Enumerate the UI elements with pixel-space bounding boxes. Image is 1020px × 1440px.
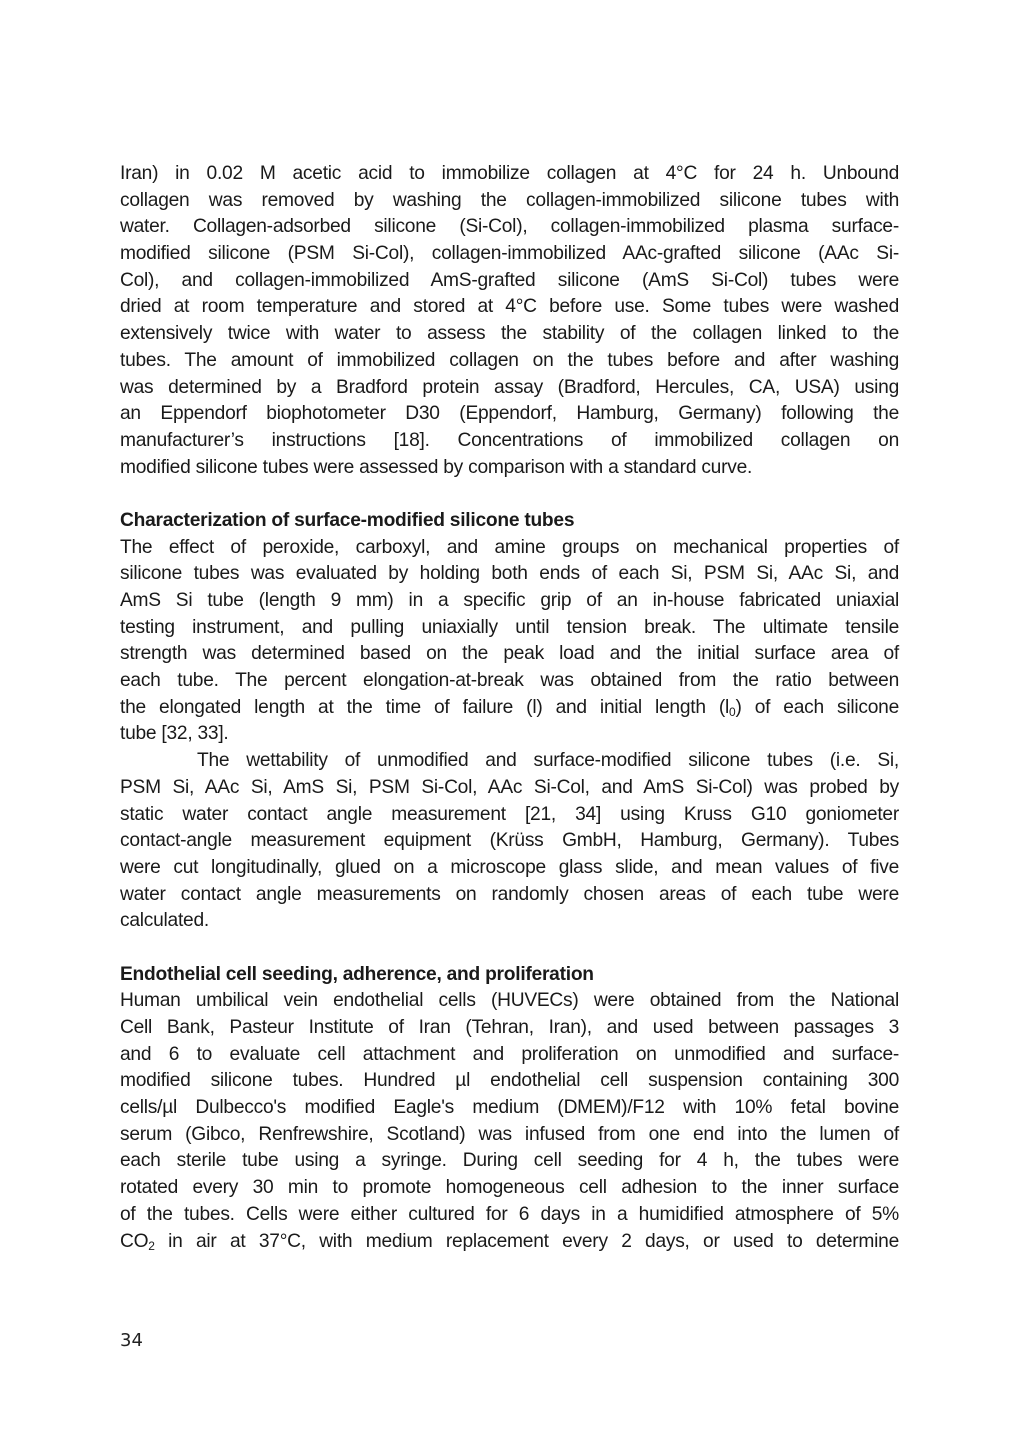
text-line: was determined by a Bradford protein assay (Bradford, Hercules, CA, USA) using bbox=[120, 376, 899, 398]
text-line: tube [32, 33]. bbox=[120, 723, 229, 745]
text-line: and 6 to evaluate cell attachment and proliferation on unmodified and surface- bbox=[120, 1043, 899, 1065]
text-line: cells/µl Dulbecco's modified Eagle's medium (DMEM)/F12 with 10% fetal bovine bbox=[120, 1097, 899, 1119]
text-line: extensively twice with water to assess the stability of the collagen linked to the bbox=[120, 323, 899, 345]
document-page bbox=[120, 161, 899, 1255]
text-line: tubes. The amount of immobilized collagen on the tubes before and after washing bbox=[120, 349, 899, 371]
text-line: static water contact angle measurement [21, 34] using Kruss G10 goniometer bbox=[120, 803, 899, 825]
text-line: calculated. bbox=[120, 910, 209, 932]
text-line: water contact angle measurements on randomly chosen areas of each tube were bbox=[120, 883, 899, 905]
section-heading: Endothelial cell seeding, adherence, and proliferation bbox=[120, 963, 594, 985]
text-line: The effect of peroxide, carboxyl, and amine groups on mechanical properties of bbox=[120, 536, 899, 558]
text-line: serum (Gibco, Renfrewshire, Scotland) was infused from one end into the lumen of bbox=[120, 1123, 899, 1145]
paragraph-spacer bbox=[120, 481, 899, 508]
text-line: water. Collagen-adsorbed silicone (Si-Col), collagen-immobilized plasma surface- bbox=[120, 216, 899, 238]
text-line: modified silicone tubes were assessed by comparison with a standard curve. bbox=[120, 456, 753, 478]
text-line: each sterile tube using a syringe. During cell seeding for 4 h, the tubes were bbox=[120, 1150, 899, 1172]
text-line bbox=[120, 1229, 899, 1256]
subscript: 2 bbox=[148, 1238, 155, 1253]
text-line: AmS Si tube (length 9 mm) in a specific grip of an in-house fabricated uniaxial bbox=[120, 590, 899, 611]
text-line: collagen was removed by washing the collagen-immobilized silicone tubes with bbox=[120, 189, 899, 211]
text-line: Iran) in 0.02 M acetic acid to immobilize collagen at 4°C for 24 h. Unbound bbox=[120, 163, 899, 184]
text-line bbox=[120, 695, 899, 722]
paragraph-collagen-immobilization bbox=[120, 161, 899, 481]
text-line: of the tubes. Cells were either cultured for 6 days in a humidified atmosphere of 5% bbox=[120, 1203, 899, 1225]
text-line: Cell Bank, Pasteur Institute of Iran (Tehran, Iran), and used between passages 3 bbox=[120, 1017, 899, 1038]
text-line: Human umbilical vein endothelial cells (HUVECs) were obtained from the National bbox=[120, 990, 899, 1012]
text-line: an Eppendorf biophotometer D30 (Eppendorf, Hamburg, Germany) following the bbox=[120, 403, 899, 425]
section-heading: Characterization of surface-modified silicone tubes bbox=[120, 509, 575, 531]
text-line: Col), and collagen-immobilized AmS-grafted silicone (AmS Si-Col) tubes were bbox=[120, 269, 899, 291]
text-line: contact-angle measurement equipment (Krüss GmbH, Hamburg, Germany). Tubes bbox=[120, 830, 899, 852]
text-line: PSM Si, AAc Si, AmS Si, PSM Si-Col, AAc Si-Col, and AmS Si-Col) was probed by bbox=[120, 776, 899, 798]
text-line: modified silicone (PSM Si-Col), collagen-immobilized AAc-grafted silicone (AAc Si- bbox=[120, 243, 899, 265]
text-line: dried at room temperature and stored at 4°C before use. Some tubes were washed bbox=[120, 296, 899, 318]
page-number: 34 bbox=[120, 1330, 143, 1351]
text-fragment: in air at 37°C, with medium replacement every 2 days, or used to determine bbox=[154, 1230, 899, 1252]
text-line: were cut longitudinally, glued on a microscope glass slide, and mean values of five bbox=[120, 856, 899, 878]
text-fragment: the elongated length at the time of failure (l) and initial length (l bbox=[120, 696, 730, 718]
text-line: strength was determined based on the peak load and the initial surface area of bbox=[120, 643, 899, 665]
text-line: rotated every 30 min to promote homogeneous cell adhesion to the inner surface bbox=[120, 1177, 899, 1199]
text-line: manufacturer’s instructions [18]. Concentrations of immobilized collagen on bbox=[120, 429, 899, 451]
text-line: The wettability of unmodified and surface-modified silicone tubes (i.e. Si, bbox=[197, 750, 899, 772]
text-line: testing instrument, and pulling uniaxially until tension break. The ultimate tensile bbox=[120, 616, 899, 638]
section-endothelial bbox=[120, 962, 899, 1256]
text-fragment: ) of each silicone bbox=[735, 696, 899, 718]
text-line: modified silicone tubes. Hundred µl endothelial cell suspension containing 300 bbox=[120, 1070, 899, 1092]
paragraph-spacer bbox=[120, 935, 899, 962]
text-line: each tube. The percent elongation-at-break was obtained from the ratio between bbox=[120, 670, 899, 692]
section-characterization bbox=[120, 508, 899, 935]
subscript: 0 bbox=[729, 704, 736, 719]
text-line: silicone tubes was evaluated by holding both ends of each Si, PSM Si, AAc Si, and bbox=[120, 563, 899, 585]
text-fragment: CO bbox=[120, 1230, 149, 1252]
